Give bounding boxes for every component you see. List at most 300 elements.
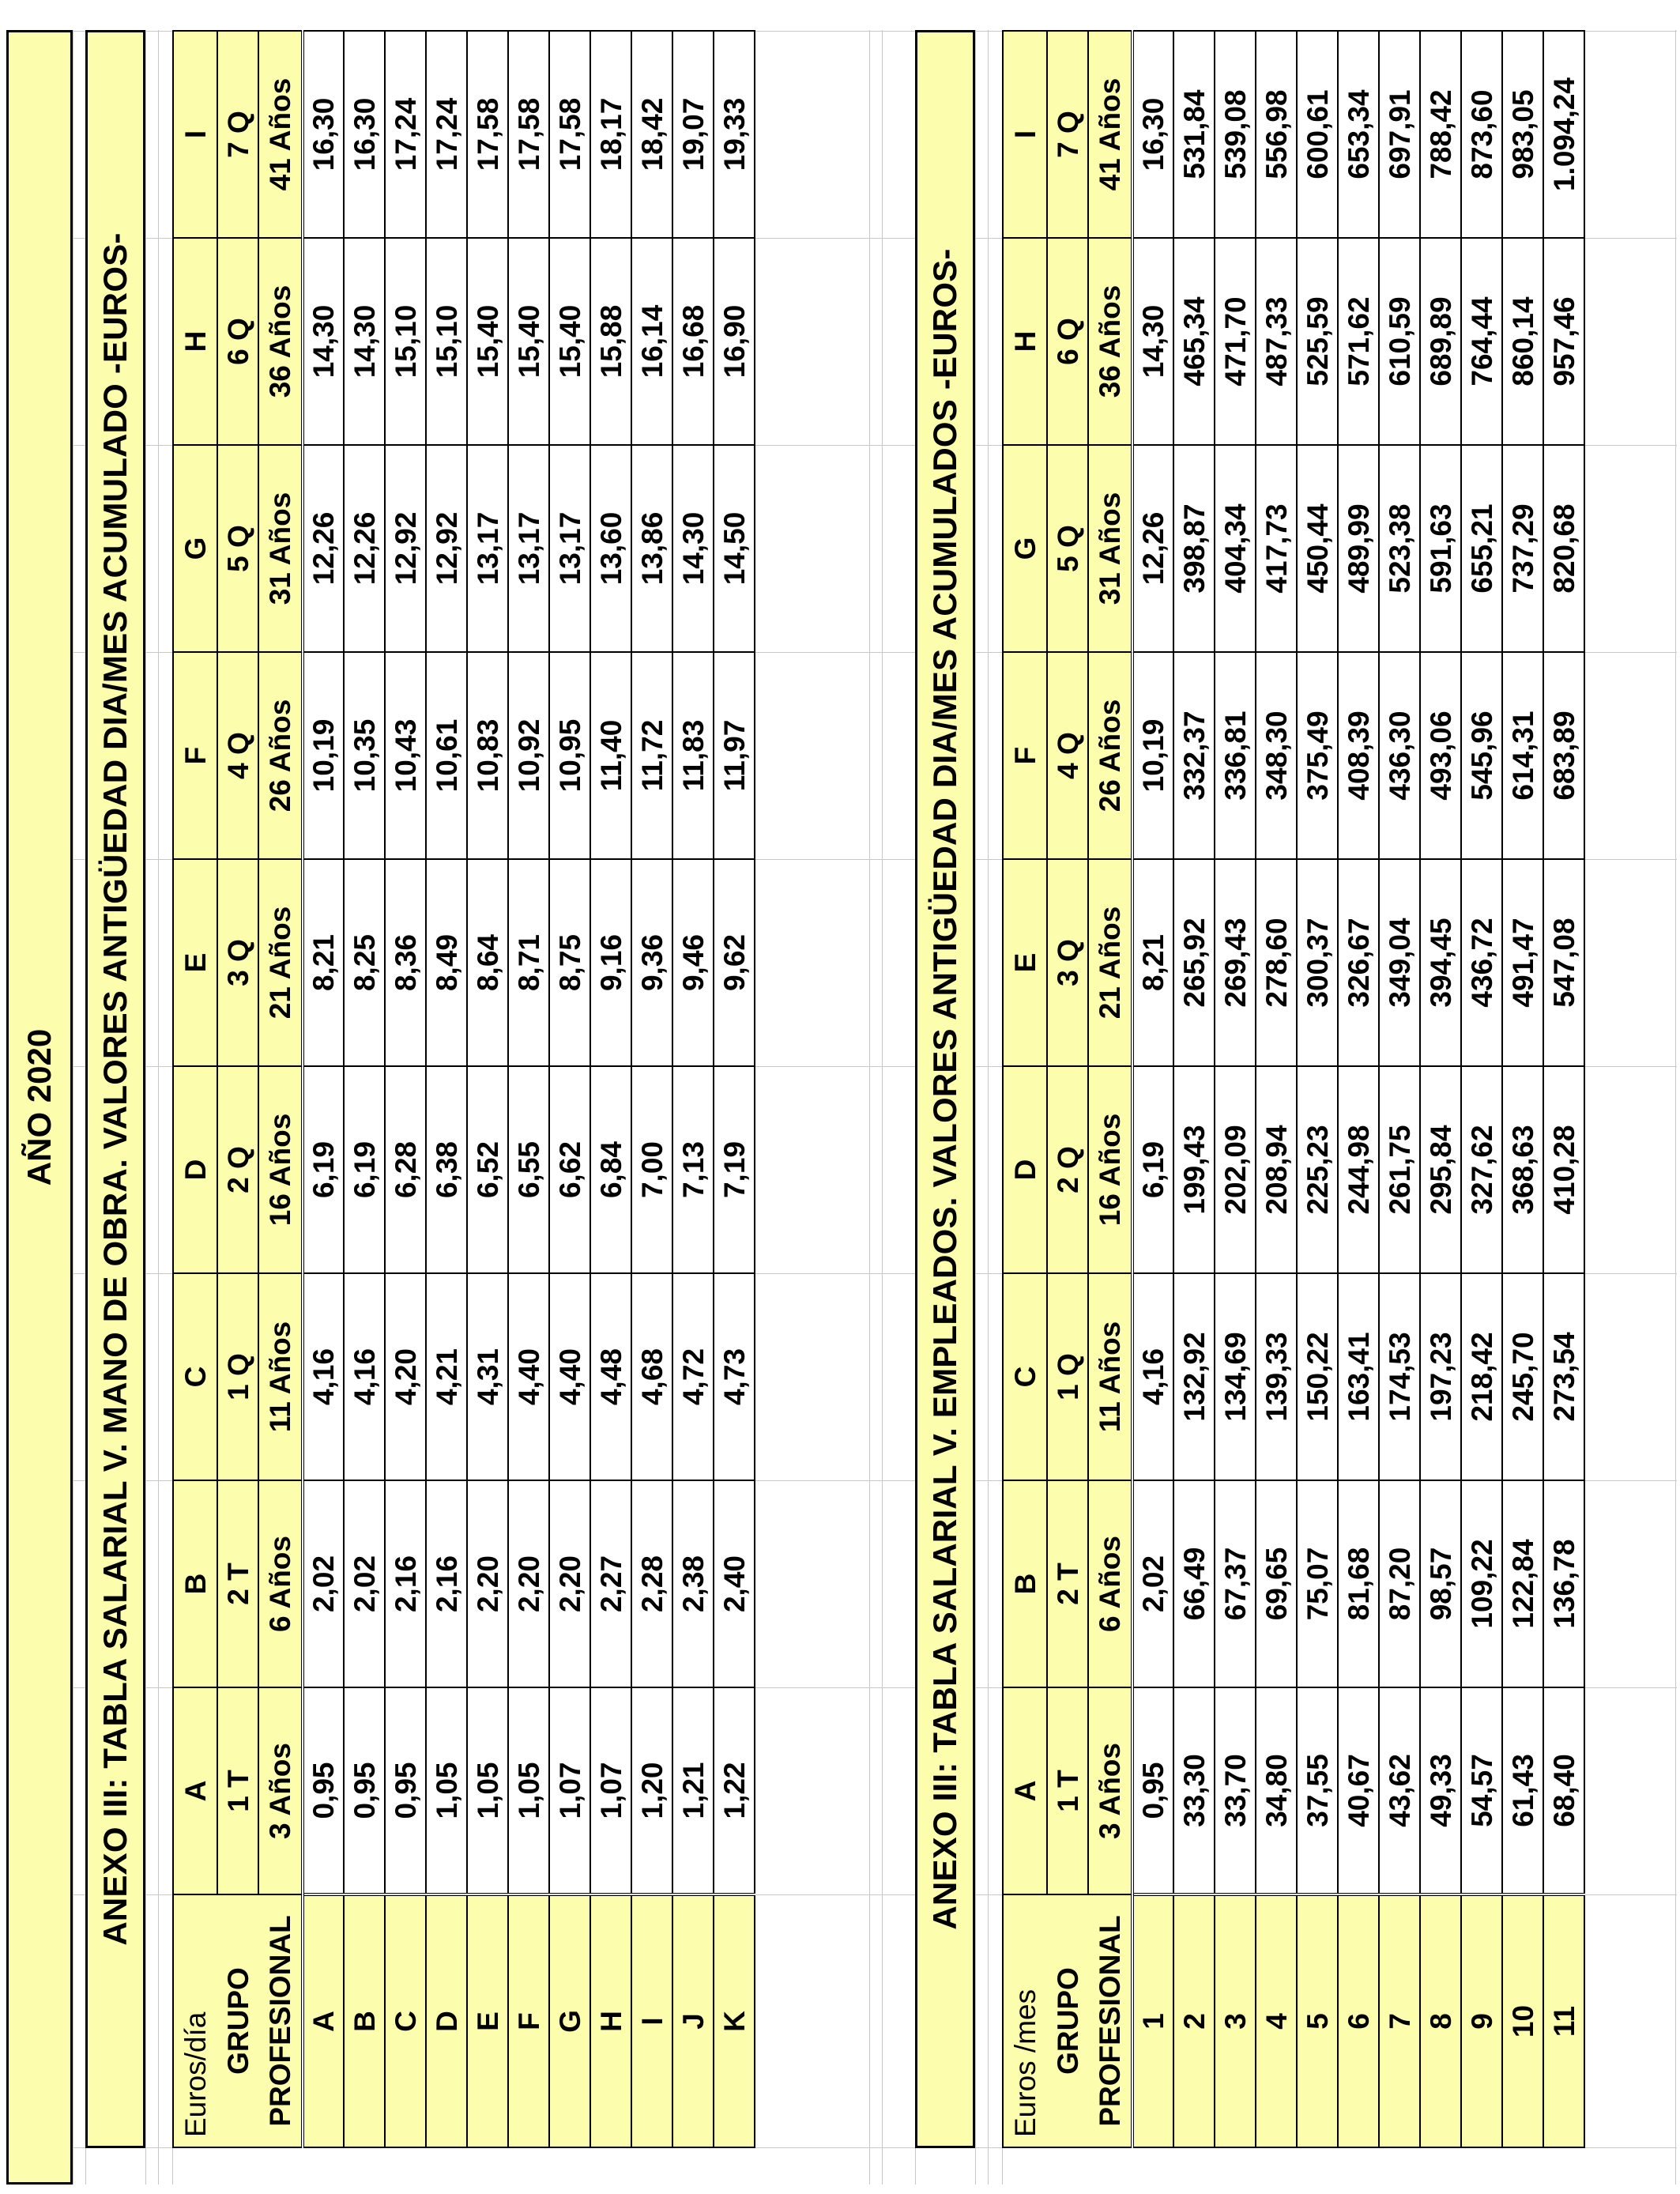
table-cell: 493,06 <box>1420 652 1461 859</box>
table-cell: 6,28 <box>385 1066 426 1273</box>
table-cell: 109,22 <box>1461 1480 1502 1687</box>
column-years: 6 Años <box>1088 1480 1132 1687</box>
table-cell: 17,58 <box>549 31 590 238</box>
table-cell: 17,24 <box>385 31 426 238</box>
table-cell: 591,63 <box>1420 445 1461 652</box>
table-cell: 87,20 <box>1379 1480 1420 1687</box>
table-cell: 410,28 <box>1543 1066 1584 1273</box>
header-row <box>217 31 258 2147</box>
salary-table <box>172 30 755 2148</box>
column-period: 2 Q <box>1047 1066 1088 1273</box>
table-cell: 2,20 <box>467 1480 508 1687</box>
table-cell: 394,45 <box>1420 859 1461 1066</box>
row-group: 8 <box>1420 1894 1461 2147</box>
row-group: 2 <box>1173 1894 1215 2147</box>
table-cell: 2,27 <box>590 1480 631 1687</box>
table-cell: 4,40 <box>549 1273 590 1480</box>
table-cell: 10,19 <box>1132 652 1173 859</box>
column-years: 41 Años <box>258 31 303 238</box>
table-cell: 202,09 <box>1215 1066 1256 1273</box>
table-cell: 10,95 <box>549 652 590 859</box>
row-group: 5 <box>1297 1894 1338 2147</box>
table-row <box>1379 31 1420 2147</box>
table-row <box>385 31 426 2147</box>
table-cell: 17,24 <box>426 31 467 238</box>
column-period: 7 Q <box>217 31 258 238</box>
table-cell: 269,43 <box>1215 859 1256 1066</box>
table-cell: 6,19 <box>303 1066 344 1273</box>
row-group: A <box>303 1894 344 2147</box>
column-years: 36 Años <box>1088 238 1132 445</box>
table-cell: 610,59 <box>1379 238 1420 445</box>
column-period: 1 Q <box>1047 1273 1088 1480</box>
gridline <box>975 30 976 2185</box>
table-cell: 8,49 <box>426 859 467 1066</box>
table-cell: 81,68 <box>1338 1480 1379 1687</box>
table-cell: 10,92 <box>508 652 549 859</box>
column-period: 6 Q <box>217 238 258 445</box>
table-cell: 68,40 <box>1543 1687 1584 1894</box>
table-cell: 15,88 <box>590 238 631 445</box>
column-letter: B <box>1003 1480 1047 1687</box>
column-period: 7 Q <box>1047 31 1088 238</box>
table-cell: 523,38 <box>1379 445 1420 652</box>
table-cell: 600,61 <box>1297 31 1338 238</box>
table-cell: 556,98 <box>1256 31 1297 238</box>
column-letter: E <box>173 859 217 1066</box>
table-cell: 8,25 <box>344 859 385 1066</box>
table-cell: 66,49 <box>1173 1480 1215 1687</box>
header-row <box>1088 31 1132 2147</box>
table-cell: 14,30 <box>672 445 714 652</box>
table-cell: 7,19 <box>714 1066 755 1273</box>
column-period: 6 Q <box>1047 238 1088 445</box>
row-group: 9 <box>1461 1894 1502 2147</box>
table-cell: 4,16 <box>303 1273 344 1480</box>
table-cell: 408,39 <box>1338 652 1379 859</box>
column-years: 16 Años <box>258 1066 303 1273</box>
column-period: 2 Q <box>217 1066 258 1273</box>
table-cell: 174,53 <box>1379 1273 1420 1480</box>
table-cell: 1,05 <box>467 1687 508 1894</box>
table-cell: 8,64 <box>467 859 508 1066</box>
table-cell: 697,91 <box>1379 31 1420 238</box>
table-cell: 199,43 <box>1173 1066 1215 1273</box>
table-cell: 957,46 <box>1543 238 1584 445</box>
gridline <box>988 30 989 2185</box>
table-cell: 417,73 <box>1256 445 1297 652</box>
table-cell: 11,40 <box>590 652 631 859</box>
table-cell: 244,98 <box>1338 1066 1379 1273</box>
table-cell: 6,19 <box>1132 1066 1173 1273</box>
table-cell: 43,62 <box>1379 1687 1420 1894</box>
group-label: GRUPO <box>1047 1894 1088 2147</box>
table-cell: 10,61 <box>426 652 467 859</box>
table-cell: 14,30 <box>1132 238 1173 445</box>
column-years: 16 Años <box>1088 1066 1132 1273</box>
row-group: G <box>549 1894 590 2147</box>
column-letter: C <box>1003 1273 1047 1480</box>
row-group: 10 <box>1502 1894 1543 2147</box>
row-group: K <box>714 1894 755 2147</box>
table-cell: 49,33 <box>1420 1687 1461 1894</box>
table-cell: 689,89 <box>1420 238 1461 445</box>
header-row <box>258 31 303 2147</box>
table-cell: 683,89 <box>1543 652 1584 859</box>
column-period: 2 T <box>217 1480 258 1687</box>
unit-label: Euros/día <box>173 1894 217 2147</box>
table-cell: 9,46 <box>672 859 714 1066</box>
table-row <box>1338 31 1379 2147</box>
table-cell: 1,07 <box>549 1687 590 1894</box>
table-cell: 404,34 <box>1215 445 1256 652</box>
table-cell: 11,83 <box>672 652 714 859</box>
table-cell: 332,37 <box>1173 652 1215 859</box>
column-letter: C <box>173 1273 217 1480</box>
table-cell: 13,60 <box>590 445 631 652</box>
column-years: 3 Años <box>258 1687 303 1894</box>
table-cell: 8,21 <box>303 859 344 1066</box>
table-cell: 8,75 <box>549 859 590 1066</box>
table-row <box>1132 31 1173 2147</box>
table-row <box>1420 31 1461 2147</box>
gridline <box>1675 30 1676 2185</box>
column-period: 1 T <box>1047 1687 1088 1894</box>
table-cell: 348,30 <box>1256 652 1297 859</box>
column-letter: G <box>1003 445 1047 652</box>
column-years: 6 Años <box>258 1480 303 1687</box>
table-cell: 873,60 <box>1461 31 1502 238</box>
row-group: C <box>385 1894 426 2147</box>
table-cell: 34,80 <box>1256 1687 1297 1894</box>
table-cell: 1,05 <box>508 1687 549 1894</box>
table-cell: 375,49 <box>1297 652 1338 859</box>
table-cell: 265,92 <box>1173 859 1215 1066</box>
table-cell: 12,92 <box>385 445 426 652</box>
table-cell: 300,37 <box>1297 859 1338 1066</box>
table-row <box>426 31 467 2147</box>
table-cell: 136,78 <box>1543 1480 1584 1687</box>
table-cell: 2,38 <box>672 1480 714 1687</box>
table-cell: 15,10 <box>426 238 467 445</box>
table-cell: 465,34 <box>1173 238 1215 445</box>
column-period: 4 Q <box>1047 652 1088 859</box>
table-cell: 4,40 <box>508 1273 549 1480</box>
table-cell: 13,17 <box>549 445 590 652</box>
group-label-professional: PROFESIONAL <box>1088 1894 1132 2147</box>
table-row <box>672 31 714 2147</box>
gridline <box>869 30 870 2185</box>
table-title-mano-de-obra: ANEXO III: TABLA SALARIAL V. MANO DE OBRA. VALORES ANTIGÜEDAD DIA/MES ACUMULADO -EUROS- <box>85 30 145 2148</box>
table-cell: 122,84 <box>1502 1480 1543 1687</box>
table-cell: 2,20 <box>508 1480 549 1687</box>
header-row <box>1003 31 1047 2147</box>
column-letter: B <box>173 1480 217 1687</box>
table-cell: 4,48 <box>590 1273 631 1480</box>
table-cell: 8,21 <box>1132 859 1173 1066</box>
column-years: 26 Años <box>1088 652 1132 859</box>
table-cell: 2,02 <box>1132 1480 1173 1687</box>
table-cell: 547,08 <box>1543 859 1584 1066</box>
salary-table <box>1002 30 1585 2148</box>
header-row <box>1047 31 1088 2147</box>
column-letter: F <box>1003 652 1047 859</box>
table-cell: 12,26 <box>1132 445 1173 652</box>
table-row <box>508 31 549 2147</box>
table-cell: 33,70 <box>1215 1687 1256 1894</box>
table-cell: 788,42 <box>1420 31 1461 238</box>
table-cell: 531,84 <box>1173 31 1215 238</box>
table-cell: 4,31 <box>467 1273 508 1480</box>
group-label: GRUPO <box>217 1894 258 2147</box>
table-cell: 12,92 <box>426 445 467 652</box>
table-cell: 16,30 <box>303 31 344 238</box>
table-cell: 13,17 <box>467 445 508 652</box>
table-cell: 2,02 <box>303 1480 344 1687</box>
table-row <box>1173 31 1215 2147</box>
table-cell: 134,69 <box>1215 1273 1256 1480</box>
table-cell: 11,97 <box>714 652 755 859</box>
table-cell: 983,05 <box>1502 31 1543 238</box>
column-years: 26 Años <box>258 652 303 859</box>
table-cell: 54,57 <box>1461 1687 1502 1894</box>
table-cell: 75,07 <box>1297 1480 1338 1687</box>
table-cell: 14,30 <box>303 238 344 445</box>
table-cell: 9,16 <box>590 859 631 1066</box>
table-cell: 0,95 <box>385 1687 426 1894</box>
table-cell: 208,94 <box>1256 1066 1297 1273</box>
table-cell: 12,26 <box>303 445 344 652</box>
column-letter: H <box>173 238 217 445</box>
table-cell: 7,00 <box>631 1066 672 1273</box>
table-cell: 4,73 <box>714 1273 755 1480</box>
column-letter: D <box>1003 1066 1047 1273</box>
table-cell: 4,21 <box>426 1273 467 1480</box>
table-cell: 12,26 <box>344 445 385 652</box>
table-row <box>549 31 590 2147</box>
table-cell: 4,72 <box>672 1273 714 1480</box>
header-row <box>173 31 217 2147</box>
table-cell: 653,34 <box>1338 31 1379 238</box>
table-cell: 2,02 <box>344 1480 385 1687</box>
table-cell: 11,72 <box>631 652 672 859</box>
table-cell: 10,83 <box>467 652 508 859</box>
column-letter: A <box>1003 1687 1047 1894</box>
table-cell: 37,55 <box>1297 1687 1338 1894</box>
table-cell: 67,37 <box>1215 1480 1256 1687</box>
table-row <box>1256 31 1297 2147</box>
column-letter: E <box>1003 859 1047 1066</box>
table-cell: 261,75 <box>1379 1066 1420 1273</box>
row-group: 6 <box>1338 1894 1379 2147</box>
column-years: 11 Años <box>1088 1273 1132 1480</box>
table-cell: 6,55 <box>508 1066 549 1273</box>
table-row <box>467 31 508 2147</box>
gridline <box>158 30 159 2185</box>
table-cell: 737,29 <box>1502 445 1543 652</box>
table-cell: 4,16 <box>344 1273 385 1480</box>
table-cell: 2,40 <box>714 1480 755 1687</box>
table-cell: 7,13 <box>672 1066 714 1273</box>
table-cell: 16,90 <box>714 238 755 445</box>
table-cell: 18,42 <box>631 31 672 238</box>
column-period: 5 Q <box>1047 445 1088 652</box>
table-cell: 326,67 <box>1338 859 1379 1066</box>
table-cell: 0,95 <box>303 1687 344 1894</box>
table-cell: 15,40 <box>467 238 508 445</box>
table-cell: 19,07 <box>672 31 714 238</box>
table-cell: 18,17 <box>590 31 631 238</box>
table-cell: 2,16 <box>426 1480 467 1687</box>
table-cell: 1,05 <box>426 1687 467 1894</box>
unit-label: Euros /mes <box>1003 1894 1047 2147</box>
table-cell: 4,68 <box>631 1273 672 1480</box>
column-letter: F <box>173 652 217 859</box>
table-cell: 225,23 <box>1297 1066 1338 1273</box>
table-cell: 15,40 <box>549 238 590 445</box>
column-period: 1 Q <box>217 1273 258 1480</box>
column-period: 5 Q <box>217 445 258 652</box>
table-cell: 2,28 <box>631 1480 672 1687</box>
table-cell: 6,38 <box>426 1066 467 1273</box>
table-cell: 150,22 <box>1297 1273 1338 1480</box>
table-row <box>1543 31 1584 2147</box>
table-cell: 15,10 <box>385 238 426 445</box>
table-cell: 450,44 <box>1297 445 1338 652</box>
column-years: 41 Años <box>1088 31 1132 238</box>
table-row <box>590 31 631 2147</box>
table-cell: 764,44 <box>1461 238 1502 445</box>
table-cell: 13,86 <box>631 445 672 652</box>
table-cell: 16,30 <box>344 31 385 238</box>
year-title: AÑO 2020 <box>6 30 73 2185</box>
row-group: 1 <box>1132 1894 1173 2147</box>
column-years: 31 Años <box>258 445 303 652</box>
column-period: 2 T <box>1047 1480 1088 1687</box>
table-cell: 0,95 <box>1132 1687 1173 1894</box>
table-cell: 6,62 <box>549 1066 590 1273</box>
column-period: 3 Q <box>1047 859 1088 1066</box>
table-cell: 16,68 <box>672 238 714 445</box>
table-cell: 327,62 <box>1461 1066 1502 1273</box>
table-cell: 17,58 <box>467 31 508 238</box>
row-group: J <box>672 1894 714 2147</box>
row-group: I <box>631 1894 672 2147</box>
table-cell: 16,30 <box>1132 31 1173 238</box>
gridline <box>145 30 146 2185</box>
table-cell: 1,20 <box>631 1687 672 1894</box>
table-cell: 4,16 <box>1132 1273 1173 1480</box>
table-cell: 6,84 <box>590 1066 631 1273</box>
table-cell: 15,40 <box>508 238 549 445</box>
table-title-empleados: ANEXO III: TABLA SALARIAL V. EMPLEADOS. VALORES ANTIGÜEDAD DIA/MES ACUMULADOS -EUROS- <box>915 30 975 2148</box>
table-cell: 491,47 <box>1502 859 1543 1066</box>
table-cell: 10,19 <box>303 652 344 859</box>
column-period: 4 Q <box>217 652 258 859</box>
table-cell: 539,08 <box>1215 31 1256 238</box>
table-cell: 614,31 <box>1502 652 1543 859</box>
table-cell: 40,67 <box>1338 1687 1379 1894</box>
table-cell: 61,43 <box>1502 1687 1543 1894</box>
table-cell: 349,04 <box>1379 859 1420 1066</box>
table-cell: 278,60 <box>1256 859 1297 1066</box>
table-cell: 139,33 <box>1256 1273 1297 1480</box>
table-cell: 1.094,24 <box>1543 31 1584 238</box>
table-cell: 132,92 <box>1173 1273 1215 1480</box>
table-cell: 14,50 <box>714 445 755 652</box>
table-cell: 8,36 <box>385 859 426 1066</box>
column-years: 31 Años <box>1088 445 1132 652</box>
table-cell: 8,71 <box>508 859 549 1066</box>
row-group: 3 <box>1215 1894 1256 2147</box>
table-cell: 69,65 <box>1256 1480 1297 1687</box>
table-cell: 4,20 <box>385 1273 426 1480</box>
group-label-professional: PROFESIONAL <box>258 1894 303 2147</box>
table-row <box>303 31 344 2147</box>
table-row <box>1297 31 1338 2147</box>
table-cell: 471,70 <box>1215 238 1256 445</box>
row-group: F <box>508 1894 549 2147</box>
table-cell: 436,30 <box>1379 652 1420 859</box>
table-cell: 19,33 <box>714 31 755 238</box>
table-cell: 245,70 <box>1502 1273 1543 1480</box>
row-group: H <box>590 1894 631 2147</box>
table-row <box>1215 31 1256 2147</box>
table-cell: 398,87 <box>1173 445 1215 652</box>
column-letter: I <box>173 31 217 238</box>
table-cell: 33,30 <box>1173 1687 1215 1894</box>
table-cell: 14,30 <box>344 238 385 445</box>
table-cell: 2,16 <box>385 1480 426 1687</box>
row-group: B <box>344 1894 385 2147</box>
row-group: 4 <box>1256 1894 1297 2147</box>
table-cell: 6,19 <box>344 1066 385 1273</box>
column-years: 21 Años <box>258 859 303 1066</box>
table-cell: 163,41 <box>1338 1273 1379 1480</box>
table-cell: 17,58 <box>508 31 549 238</box>
row-group: E <box>467 1894 508 2147</box>
table-row <box>1461 31 1502 2147</box>
table-cell: 487,33 <box>1256 238 1297 445</box>
table-cell: 16,14 <box>631 238 672 445</box>
table-cell: 545,96 <box>1461 652 1502 859</box>
table-cell: 820,68 <box>1543 445 1584 652</box>
table-cell: 9,62 <box>714 859 755 1066</box>
column-years: 3 Años <box>1088 1687 1132 1894</box>
table-cell: 655,21 <box>1461 445 1502 652</box>
table-cell: 571,62 <box>1338 238 1379 445</box>
column-letter: H <box>1003 238 1047 445</box>
column-years: 36 Años <box>258 238 303 445</box>
table-cell: 9,36 <box>631 859 672 1066</box>
table-cell: 273,54 <box>1543 1273 1584 1480</box>
table-cell: 13,17 <box>508 445 549 652</box>
row-group: D <box>426 1894 467 2147</box>
column-period: 1 T <box>217 1687 258 1894</box>
table-row <box>714 31 755 2147</box>
column-period: 3 Q <box>217 859 258 1066</box>
table-cell: 0,95 <box>344 1687 385 1894</box>
table-row <box>631 31 672 2147</box>
row-group: 7 <box>1379 1894 1420 2147</box>
table-cell: 525,59 <box>1297 238 1338 445</box>
table-cell: 218,42 <box>1461 1273 1502 1480</box>
gridline <box>882 30 883 2185</box>
table-cell: 6,52 <box>467 1066 508 1273</box>
column-letter: G <box>173 445 217 652</box>
table-cell: 1,07 <box>590 1687 631 1894</box>
table-cell: 197,23 <box>1420 1273 1461 1480</box>
